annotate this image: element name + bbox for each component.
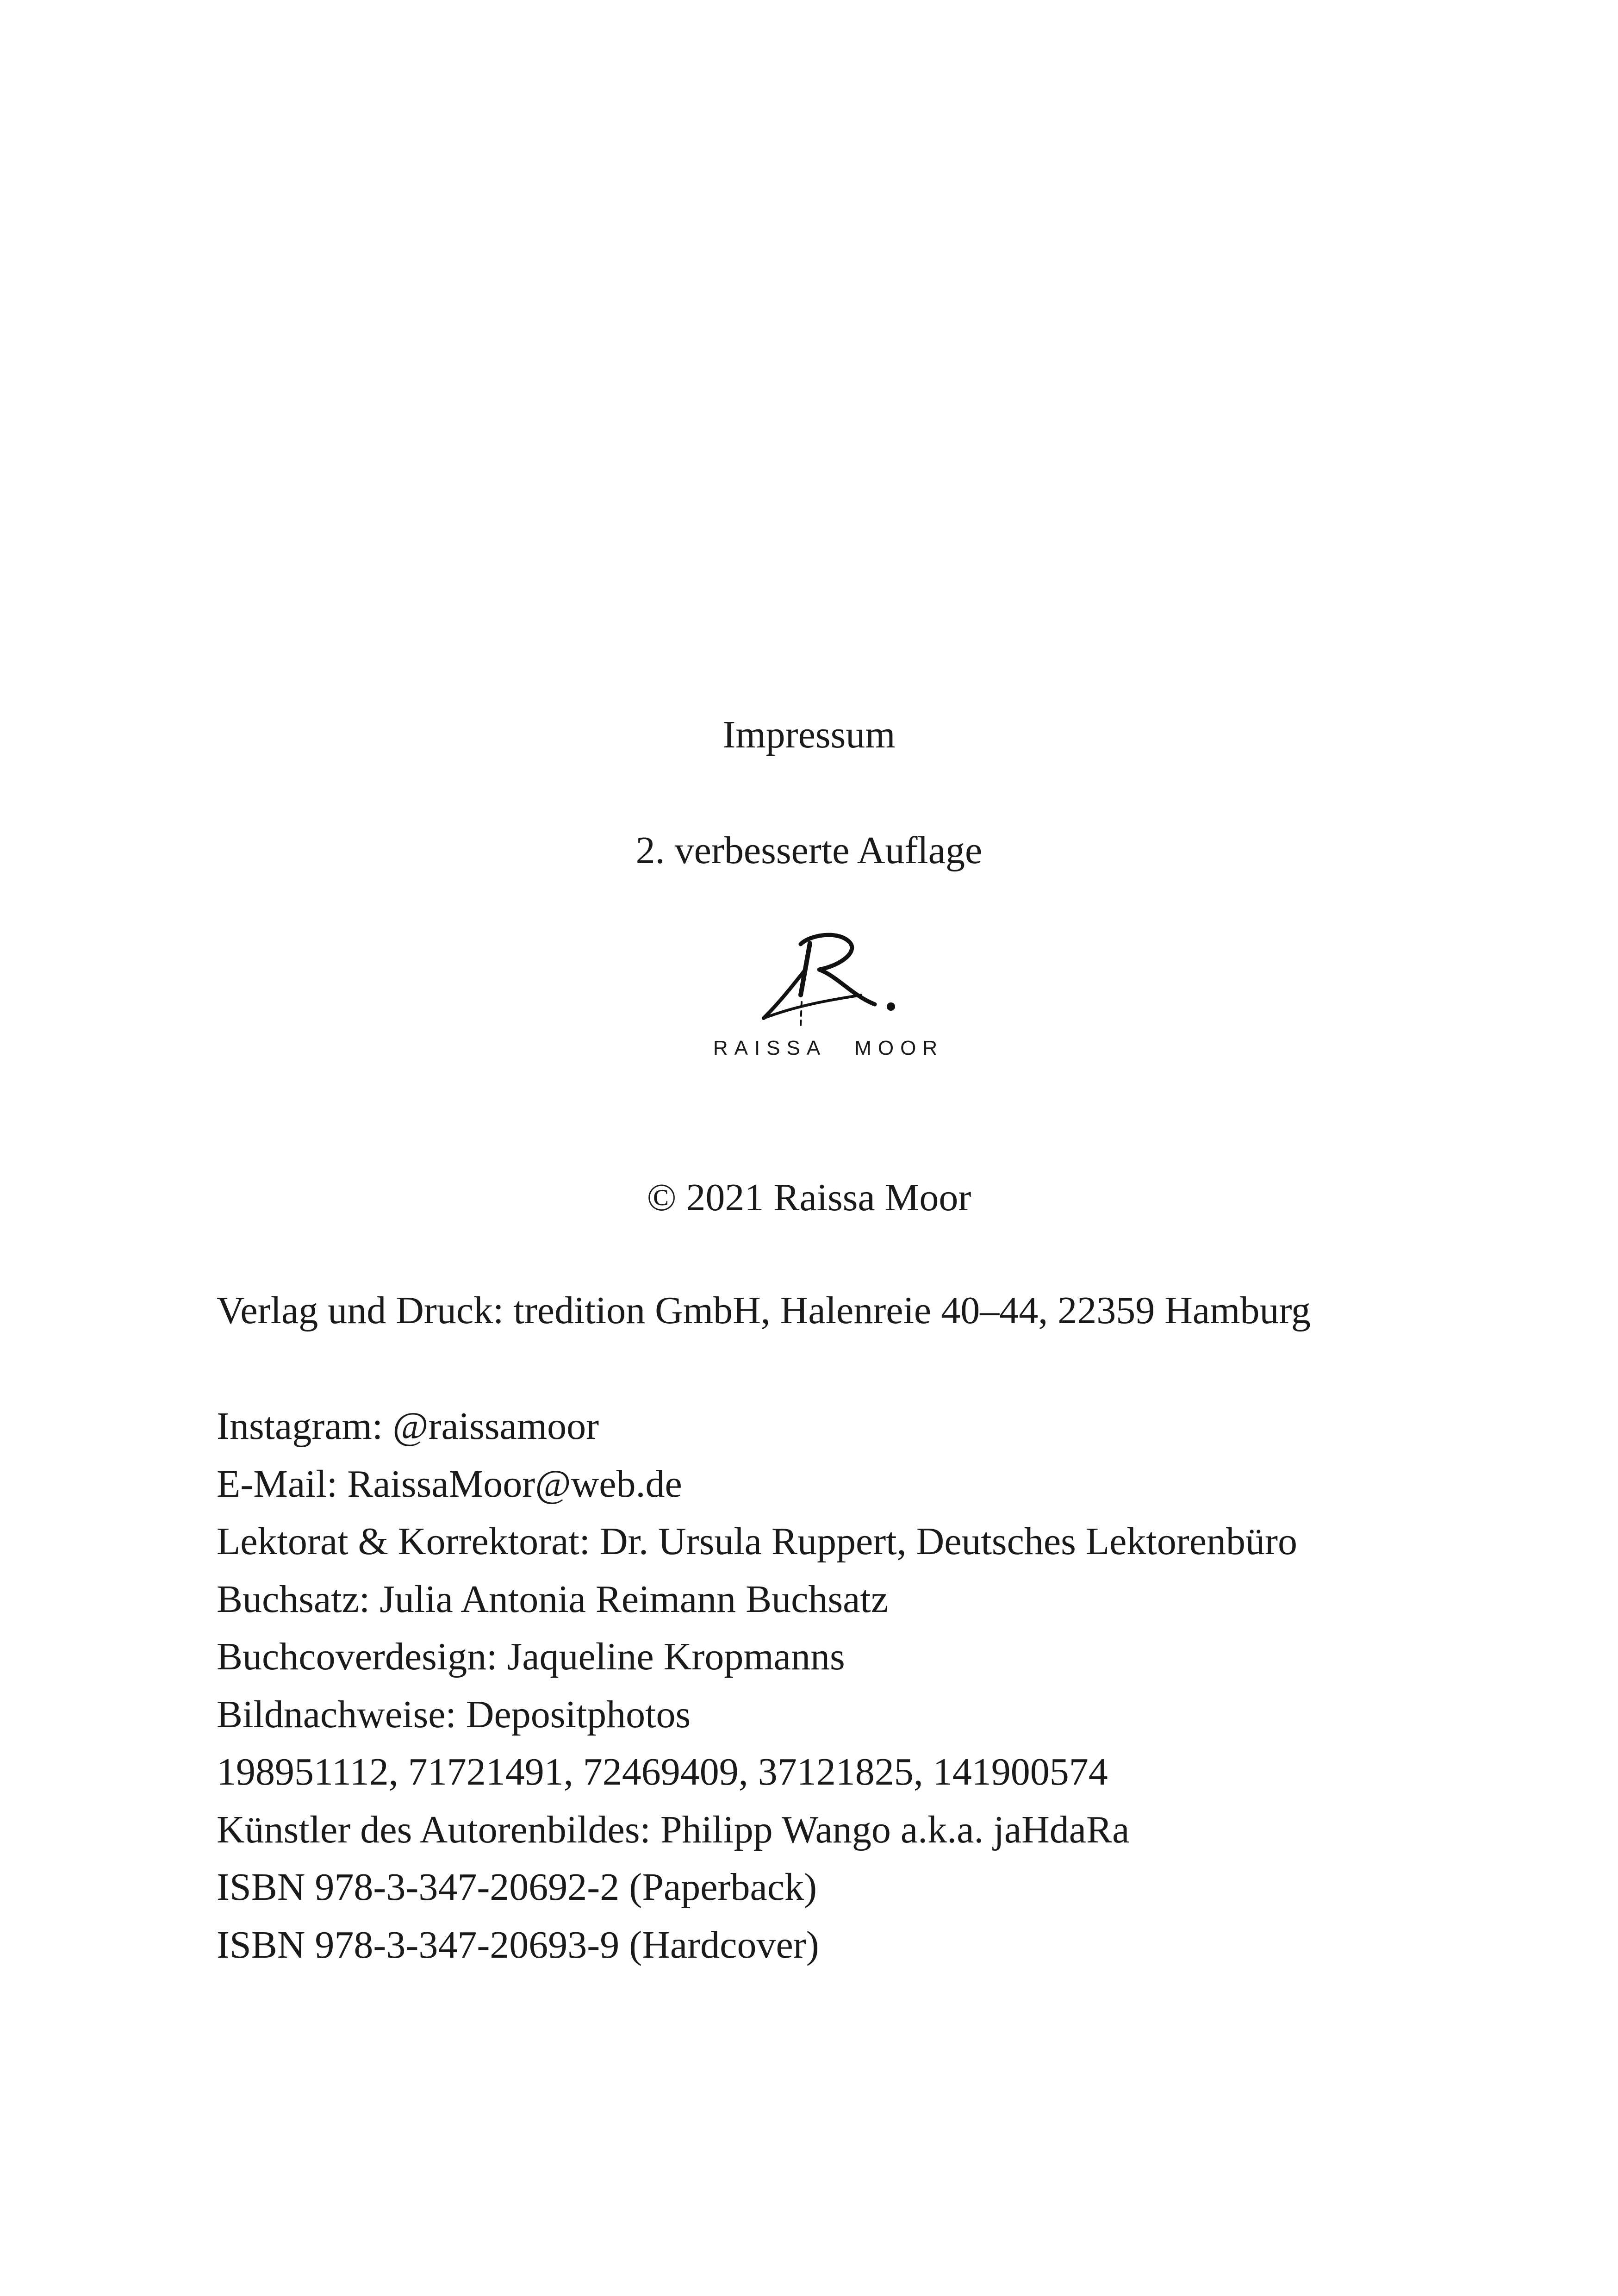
detail-editing: Lektorat & Korrektorat: Dr. Ursula Ruppert, Deutsches Lektorenbüro xyxy=(217,1520,1297,1563)
detail-image-credits: Bildnachweise: Depositphotos xyxy=(217,1692,691,1736)
publisher-line: Verlag und Druck: tredition GmbH, Halenreie 40–44, 22359 Hamburg xyxy=(217,1289,1311,1332)
detail-email: E-Mail: RaissaMoor@web.de xyxy=(217,1462,682,1506)
logo-first-name: RAISSA xyxy=(713,1037,827,1059)
detail-isbn-hardcover: ISBN 978-3-347-20693-9 (Hardcover) xyxy=(217,1923,819,1966)
logo-last-name: MOOR xyxy=(854,1037,944,1059)
detail-image-ids: 198951112, 71721491, 72469409, 37121825, 141900574 xyxy=(217,1750,1108,1793)
signature-r-mark xyxy=(731,926,926,1032)
author-logo xyxy=(713,926,944,1074)
details-list xyxy=(217,1407,1297,1983)
detail-cover-design: Buchcoverdesign: Jaqueline Kropmanns xyxy=(217,1635,845,1678)
edition-line: 2. verbesserte Auflage xyxy=(635,829,983,872)
copyright-line: © 2021 Raissa Moor xyxy=(647,1176,971,1219)
detail-instagram: Instagram: @raissamoor xyxy=(217,1405,599,1448)
detail-isbn-paperback: ISBN 978-3-347-20692-2 (Paperback) xyxy=(217,1866,817,1909)
logo-wordmark xyxy=(685,1037,972,1060)
detail-typesetting: Buchsatz: Julia Antonia Reimann Buchsatz xyxy=(217,1577,889,1621)
detail-author-photo-artist: Künstler des Autorenbildes: Philipp Wango a.k.a. jaHdaRa xyxy=(217,1808,1130,1851)
page-title: Impressum xyxy=(722,713,896,756)
